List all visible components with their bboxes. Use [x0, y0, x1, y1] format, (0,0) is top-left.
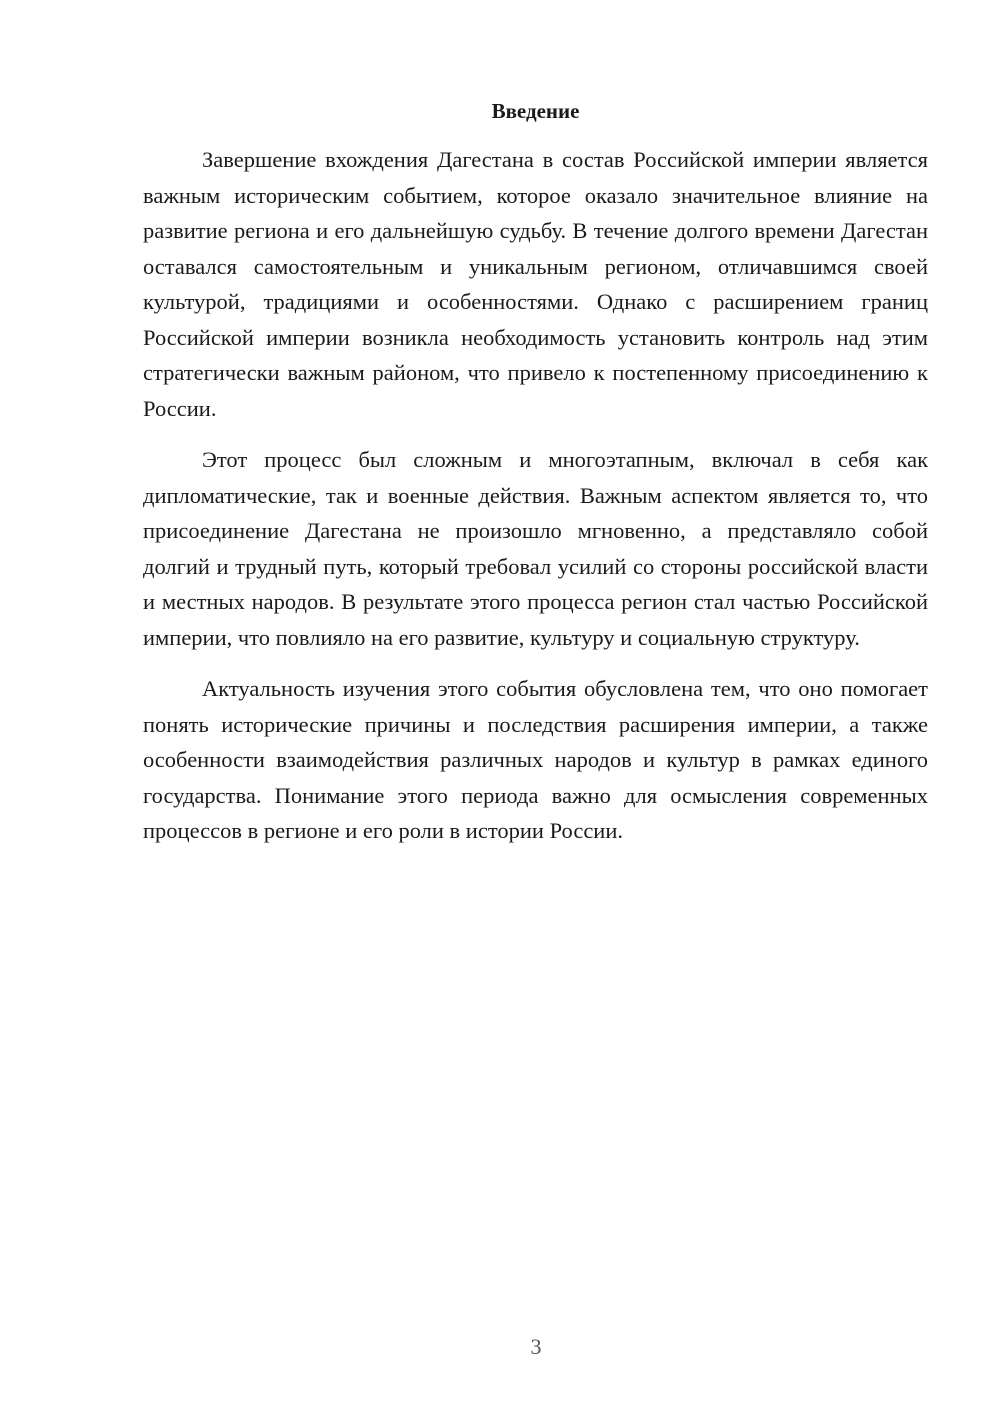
- page-title: Введение: [491, 99, 580, 123]
- paragraph-1: Завершение вхождения Дагестана в состав Российской империи является важным историческим событием, которое оказало значительное влияние на развитие региона и его дальнейшую судьбу. В течение долгого времени Дагестан оставался самостоятельным и уникальным регионом, отличавшимся своей культурой, традициями и особенностями. Однако с расширением границ Российской империи возникла необходимость установить контроль над этим стратегически важным районом, что привело к постепенному присоединению к России.: [143, 147, 928, 421]
- paragraph-3: Актуальность изучения этого события обусловлена тем, что оно помогает понять исторические причины и последствия расширения империи, а также особенности взаимодействия различных народов и культур в рамках единого государства. Понимание этого периода важно для осмысления современных процессов в регионе и его роли в истории России.: [143, 676, 928, 843]
- body-text: [143, 142, 928, 865]
- paragraph-2: Этот процесс был сложным и многоэтапным, включал в себя как дипломатические, так и военные действия. Важным аспектом является то, что присоединение Дагестана не произошло мгновенно, а представляло собой долгий и трудный путь, который требовал усилий со стороны российской власти и местных народов. В результате этого процесса регион стал частью Российской империи, что повлияло на его развитие, культуру и социальную структуру.: [143, 447, 928, 650]
- page-number: 3: [530, 1334, 542, 1359]
